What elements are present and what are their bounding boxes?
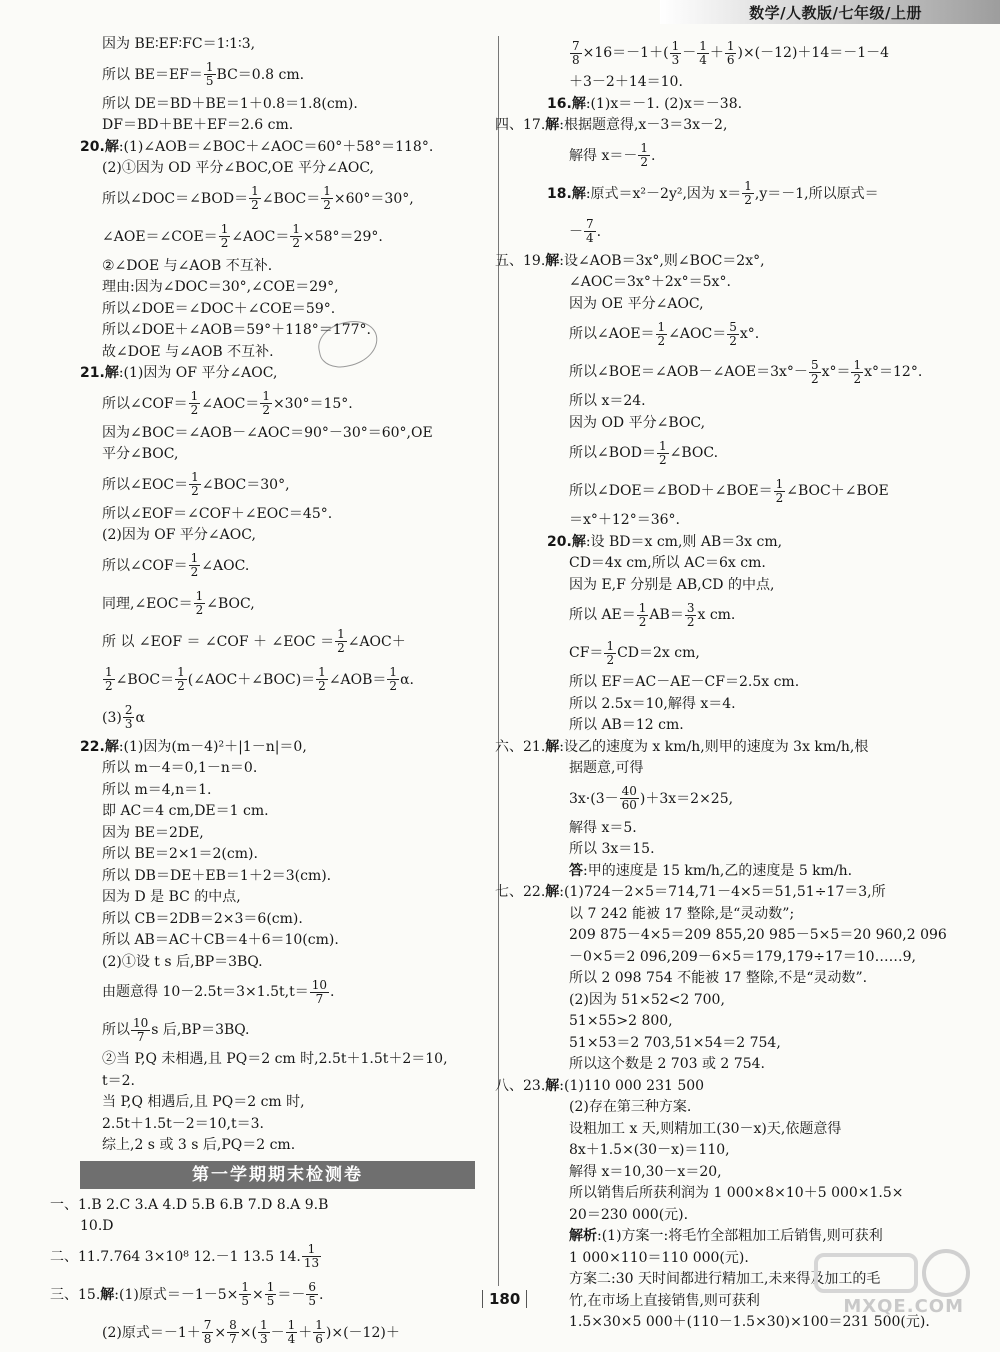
text-line: ②∠DOE 与∠AOB 不互补. xyxy=(102,257,273,274)
text-line: ＝x°＋12°＝36°. xyxy=(569,512,680,528)
text-line: 所以∠EOC＝ $\frac{1}{2}$ ∠BOC＝30°, xyxy=(102,470,290,498)
text-line: 51×53＝2 703,51×54＝2 754, xyxy=(569,1034,781,1051)
text-line: 20＝230 000(元). xyxy=(569,1206,689,1223)
text-line: t＝2. xyxy=(102,1072,135,1089)
text-line: ∠AOC＝3x°＋2x°＝5x°. xyxy=(569,274,731,290)
text-line: 所以∠DOC＝∠BOD＝ $\frac{1}{2}$ ∠BOC＝ $\frac{1}{2}$ ×60°＝30°, xyxy=(102,184,414,212)
text-line: 方案二:30 天时间都进行精加工,未来得及加工的毛 xyxy=(569,1271,881,1287)
text-line: 所以这个数是 2 703 或 2 754. xyxy=(569,1056,765,1072)
text-line: 所以∠BOD＝ $\frac{1}{2}$ ∠BOC. xyxy=(569,438,719,467)
watermark-text: MXQE.COM xyxy=(843,1296,964,1317)
text-line: 因为 OE 平分∠AOC, xyxy=(569,295,704,312)
text-line: 所以∠AOE＝ $\frac{1}{2}$ ∠AOC＝ $\frac{5}{2}$ x°. xyxy=(569,319,760,348)
question-22: 22.解:(1)因为(m－4)²＋|1－n|＝0, xyxy=(80,738,307,755)
text-line: (2)①设 t s 后,BP＝3BQ. xyxy=(102,953,263,970)
text-line: DF＝BD＋BE＋EF＝2.6 cm. xyxy=(102,117,294,133)
question-16: 16.解:(1)x＝－1. (2)x＝－38. xyxy=(547,95,743,112)
text-line: ＋3－2＋14＝10. xyxy=(569,74,683,90)
text-line: 1.5×30×5 000＋(110－1.5×30)×100＝231 500(元). xyxy=(569,1314,930,1330)
text-line: 因为 BE∶EF∶FC＝1∶1∶3, xyxy=(102,36,256,52)
text-line: 所以销售后所获利润为 1 000×8×10＋5 000×1.5× xyxy=(569,1185,904,1201)
text-line: － $\frac{7}{4}$ . xyxy=(569,217,602,245)
text-line: 51×55>2 800, xyxy=(569,1013,673,1029)
text-line: CF＝ $\frac{1}{2}$ CD＝2x cm, xyxy=(569,638,700,667)
text-line: (2)原式＝－1＋ $\frac{7}{8}$ × $\frac{8}{7}$ ×( $\frac{1}{3}$ － $\frac{1}{4}$ ＋ $\frac{1}{6}$ )×(－12)＋ xyxy=(102,1318,400,1346)
text-line: 所以 m－4＝0,1－n＝0. xyxy=(102,760,258,776)
text-line: 所以 AB＝AC＋CB＝4＋6＝10(cm). xyxy=(102,932,339,948)
text-line: (2)①因为 OD 平分∠BOC,OE 平分∠AOC, xyxy=(102,160,374,176)
question-19: 五、19.解:设∠AOB＝3x°,则∠BOC＝2x°, xyxy=(495,252,765,269)
text-line: 所以∠COF＝ $\frac{1}{2}$ ∠AOC＝ $\frac{1}{2}$ ×30°＝15°. xyxy=(102,389,353,417)
text-line: 所以 EF＝AC－AE－CF＝2.5x cm. xyxy=(569,674,800,690)
text-line: 以 7 242 能被 17 整除,是“灵动数”; xyxy=(569,905,795,922)
text-line: (2)因为 51×52<2 700, xyxy=(569,991,725,1008)
text-line: 因为 E,F 分别是 AB,CD 的中点, xyxy=(569,576,775,593)
question-17: 四、17.解:根据题意得,x－3＝3x－2, xyxy=(495,117,728,133)
text-line: 所以 m＝4,n＝1. xyxy=(102,781,212,798)
question-21: 21.解:(1)因为 OF 平分∠AOC, xyxy=(80,365,278,381)
text-line: 所以∠DOE＋∠AOB＝59°＋118°＝177°. xyxy=(102,322,371,338)
text-line: 所以 AB＝12 cm. xyxy=(569,717,684,733)
header-title: 数学/人教版/七年级/上册 xyxy=(749,4,922,22)
question-21b: 六、21.解:设乙的速度为 x km/h,则甲的速度为 3x km/h,根 xyxy=(495,738,869,755)
text-line: 所以 2.5x＝10,解得 x＝4. xyxy=(569,695,736,712)
text-line: (2)存在第三种方案. xyxy=(569,1099,692,1115)
text-line: 因为 OD 平分∠BOC, xyxy=(569,414,706,431)
text-line: 10.D xyxy=(80,1218,114,1234)
text-line: 所以 $\frac{10}{7}$ s 后,BP＝3BQ. xyxy=(102,1015,250,1044)
text-line: 所以 2 098 754 不能被 17 整除,不是“灵动数”. xyxy=(569,970,868,986)
page-number: 180 xyxy=(482,1290,527,1308)
text-line: 所以 DB＝DE＋EB＝1＋2＝3(cm). xyxy=(102,867,332,884)
text-line: 故∠DOE 与∠AOB 不互补. xyxy=(102,343,274,360)
text-line: 所以∠COF＝ $\frac{1}{2}$ ∠AOC. xyxy=(102,551,250,579)
text-line: 209 875－4×5＝209 855,20 985－5×5＝20 960,2 096 xyxy=(569,927,947,943)
text-line: 解得 x＝5. xyxy=(569,819,637,836)
text-line: 当 P,Q 相遇后,且 PQ＝2 cm 时, xyxy=(102,1094,305,1110)
text-line: 所以 CB＝2DB＝2×3＝6(cm). xyxy=(102,910,303,927)
text-line: 所以∠EOF＝∠COF＋∠EOC＝45°. xyxy=(102,505,333,522)
text-line: 所以 x＝24. xyxy=(569,393,646,409)
watermark-logo xyxy=(796,1245,986,1325)
text-line: 1 000×110＝110 000(元). xyxy=(569,1249,749,1266)
text-line: 解得 x＝－ $\frac{1}{2}$ . xyxy=(569,141,656,169)
text-line: 所以∠DOE＝∠BOD＋∠BOE＝ $\frac{1}{2}$ ∠BOC＋∠BOE xyxy=(569,476,889,505)
left-column xyxy=(50,34,480,1352)
column-divider xyxy=(498,36,499,1286)
text-line: 所以 BE＝2×1＝2(cm). xyxy=(102,846,258,862)
section-banner: 第一学期期末检测卷 xyxy=(80,1161,475,1189)
text-line: 设粗加工 x 天,则精加工(30－x)天,依题意得 xyxy=(569,1120,842,1137)
text-line: 所以 BE＝EF＝ $\frac{1}{5}$ BC＝0.8 cm. xyxy=(102,60,305,88)
text-line: 平分∠BOC, xyxy=(102,446,179,462)
text-line: －0×5＝2 096,209－6×5＝179,179÷17＝10……9, xyxy=(569,948,916,965)
text-line: CD＝4x cm,所以 AC＝6x cm. xyxy=(569,555,766,571)
text-line: 所以∠BOE＝∠AOB－∠AOE＝3x°－ $\frac{5}{2}$ x°＝ $\frac{1}{2}$ x°＝12°. xyxy=(569,357,923,386)
text-line: ∠AOE＝∠COE＝ $\frac{1}{2}$ ∠AOC＝ $\frac{1}{2}$ ×58°＝29°. xyxy=(102,222,383,250)
text-line: (2)因为 OF 平分∠AOC, xyxy=(102,527,256,543)
text-line: 因为 BE＝2DE, xyxy=(102,824,204,841)
text-line: 由题意得 10－2.5t＝3×1.5t,t＝ $\frac{10}{7}$ . xyxy=(102,977,335,1006)
text-line: 竹,在市场上直接销售,则可获利 xyxy=(569,1292,760,1309)
text-line: 综上,2 s 或 3 s 后,PQ＝2 cm. xyxy=(102,1137,296,1153)
text-line: 所以∠DOE＝∠DOC＋∠COE＝59°. xyxy=(102,300,336,317)
question-20b: 20.解:设 BD＝x cm,则 AB＝3x cm, xyxy=(547,533,783,550)
question-22b: 七、22.解:(1)724－2×5＝714,71－4×5＝51,51÷17＝3,所 xyxy=(495,884,886,900)
text-line: 2.5t＋1.5t－2＝10,t＝3. xyxy=(102,1115,264,1132)
text-line: 因为∠BOC＝∠AOB－∠AOC＝90°－30°＝60°,OE xyxy=(102,424,433,441)
text-line: 8x＋1.5×(30－x)＝110, xyxy=(569,1142,730,1158)
answer-line: 答:甲的速度是 15 km/h,乙的速度是 5 km/h. xyxy=(569,862,853,879)
text-line: (3) $\frac{2}{3}$ α xyxy=(102,703,145,731)
answers-fill: 二、11.7.764 3×10⁸ 12.－1 13.5 14. $\frac{1}{13}$ xyxy=(50,1242,320,1270)
text-line: 据题意,可得 xyxy=(569,760,644,776)
text-line: ②当 P,Q 未相遇,且 PQ＝2 cm 时,2.5t＋1.5t＋2＝10, xyxy=(102,1051,448,1067)
question-23: 八、23.解:(1)110 000 231 500 xyxy=(495,1077,705,1094)
text-line: 同理,∠EOC＝ $\frac{1}{2}$ ∠BOC, xyxy=(102,589,255,617)
text-line: 解得 x＝10,30－x＝20, xyxy=(569,1163,722,1180)
question-18: 18.解:原式＝x²－2y²,因为 x＝ $\frac{1}{2}$ ,y＝－1,所以原式＝ xyxy=(547,179,879,207)
text-line: 即 AC＝4 cm,DE＝1 cm. xyxy=(102,803,269,819)
text-line: $\frac{7}{8}$ ×16＝－1＋( $\frac{1}{3}$ － $\frac{1}{4}$ ＋ $\frac{1}{6}$ )×(－12)＋14＝－1－4 xyxy=(572,38,890,67)
text-line: $\frac{1}{2}$ ∠BOC＝ $\frac{1}{2}$ (∠AOC＋∠BOC)＝ $\frac{1}{2}$ ∠AOB＝ $\frac{1}{2}$ α. xyxy=(105,665,414,693)
fraction: $\frac{1}{5}$ xyxy=(205,60,214,88)
question-15: 三、15.解:(1)原式＝－1－5× $\frac{1}{5}$ × $\frac{1}{5}$ ＝－ $\frac{6}{5}$ . xyxy=(50,1280,324,1308)
answers-mc: 一、1.B 2.C 3.A 4.D 5.B 6.B 7.D 8.A 9.B xyxy=(50,1196,329,1213)
text-line: 所以 3x＝15. xyxy=(569,841,655,857)
text-line: 理由:因为∠DOC＝30°,∠COE＝29°, xyxy=(102,279,339,295)
text-line: 所以 AE＝ $\frac{1}{2}$ AB＝ $\frac{3}{2}$ x cm. xyxy=(569,600,736,629)
text-line: 3x·(3－ $\frac{40}{60}$ )＋3x＝2×25, xyxy=(569,784,734,812)
question-20: 20.解:(1)∠AOB＝∠BOC＋∠AOC＝60°＋58°＝118°. xyxy=(80,138,434,155)
header-bar xyxy=(660,0,1000,24)
text-line: 所以 DE＝BD＋BE＝1＋0.8＝1.8(cm). xyxy=(102,95,358,112)
text-line: 所 以 ∠EOF ＝ ∠COF ＋ ∠EOC ＝ $\frac{1}{2}$ ∠AOC＋ xyxy=(102,627,406,655)
analysis-line: 解析:(1)方案一:将毛竹全部粗加工后销售,则可获利 xyxy=(569,1228,883,1244)
text-line: 因为 D 是 BC 的中点, xyxy=(102,889,241,905)
